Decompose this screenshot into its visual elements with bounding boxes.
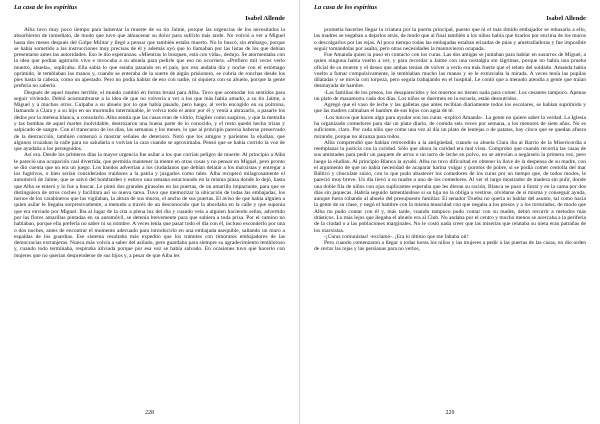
- right-header-author: Isabel Allende: [546, 15, 586, 22]
- left-page-number: 228: [145, 410, 154, 416]
- paragraph: Después de aquel martes terrible, el mundo cambió en forma brutal para Alba. Tuvo que acomodar los sentidos para seguir viviendo. Debió acostumbrarse a la idea de que no volvería a ver a los que más había amado, a su tío Jaime, a Miguel y a muchos otros. Culpaba a su abuelo por lo que había pasado, pero luego, al verlo encogido en su poltrona, llamando a Clara y a su hijo en un murmullo interminable, le volvía todo el amor por él y venía a abrazarlo, a pasarle los dedos por la melena blanca, a consolarlo. Alba sentía que las casas eran de vidrio, frágiles como suspiros, y que la metralla y las bombas de aquel martes inolvidable, destrozaron una buena parte de lo conocido, y el resto quedó hecho trizas y salpicado de sangre. Con el transcurso de los días, las semanas y los meses, lo que al principio parecía haberse preservado de la destrucción, también comenzó a mostrar señales de deterioro. Notó que los amigos y parientes la eludían, que algunos cruzaban la calle para no saludarla o volvían la cara cuando se aproximaba. Pensó que se había corrido la voz de que ayudaba a los perseguidos.: [14, 89, 285, 153]
- right-header-book-title: La casa de los espíritus: [314, 4, 378, 11]
- paragraph: prometía hacerles llegar la criatura por la puerta principal, puesto que ni el más tímido embajador se rehusaría a ello, las madres se negaban a dejarlos atrás, de modo que al final también a los niños había que tirarlos por encima de los muros o descolgarlos por las rejas. Al poco tiempo todas las embajadas estaban erizadas de púas y ametralladoras y fue imposible seguir tomándolas por asalto, pero otras necesidades la mantuvieron ocupada.: [314, 27, 586, 52]
- paragraph: -¡Curas comunistas! -exclamó-. ¡Era lo último que me faltaba oír!: [324, 233, 469, 240]
- paragraph: -Los únicos que hacen algo para ayudar son los curas -explicó Amanda-. La gente no quiere saber la verdad. La Iglesia ha organizado comedores para dar un plato diario, de comida seis veces por semana, a los menores de siete años. No es suficiente, claro. Por cada niño que come una vez al día un plato de lentejas o de patatas, hay cinco que se quedan afuera mirando, porque no alcanza para todos.: [314, 114, 586, 140]
- paragraph: Agregó que el vaso de leche y las galletas que antes recibían diariamente todos los escolares, se habían suprimido y que las madres calmaban el hambre de sus hijos con agua de té.: [314, 102, 586, 115]
- left-header-author: Isabel Allende: [245, 15, 285, 22]
- right-page-number: 229: [445, 410, 455, 416]
- paragraph: Así era. Desde los primeros días la mayor urgencia fue asilar a los que corrían peligro de muerte. Al principio a Alba le pareció una ocupación casi divertida, que permitía mantener la mente en otras cosas y no pensar en Miguel, pero pronto se dio cuenta que no era un juego. Los bandos advertían a los ciudadanos que debían delatar a los marxistas y entregar a los fugitivos, o bien serían considerados traidores a la patria y juzgados como tales. Alba recuperó milagrosamente el automóvil de Jaime, que se salvó del bombardeo y estuvo una semana estacionado en la misma plaza donde lo dejó, hasta que Alba se enteró y lo fue a buscar. Le pintó dos grandes girasoles en las puertas, de un amarillo impactante, para que se distinguiera de otros coches y facilitara así su nueva tarea. Tuvo que memorizar la ubicación de todas las embajadas, los turnos de los carabineros que las vigilaban, la altura de sus muros, el ancho de sus puertas. El aviso de que había alguien a quien asilar le llegaba sorpresivamente, a menudo a través de un desconocido que la abordaba en la calle y que suponía que era enviado por Miguel. Iba al lugar de la cita a plena luz del día y cuando veía a alguien haciendo señas, advertido por las flores amarillas pintadas en su automóvil, se detenía brevemente para que subiera a toda prisa. Por el camino no hablaban, porque ella prefería no saber ni su nombre. A veces tenía que pasar todo el día con él, incluso esconderlo por una o dos noches, antes de encontrar el momento adecuado para introducirlo en una embajada asequible, saltando un muro a espaldas de los guardias. Ese sistema resultaba más expedito que los trámites con timoratos embajadores de las democracias extranjeras. Nunca más volvía a saber del asilado, pero guardaba para siempre su agradecimiento tembloroso y, cuando todo terminaba, respiraba aliviada porque por esa vez se había salvado. En ocasiones tuvo que hacerlo con mujeres que no querían desprenderse de sus hijos y, a pesar de que Alba les: [14, 152, 285, 259]
- paragraph: -Las familias de los presos, los desaparecidos y los muertos no tienen nada para comer. Los cesantes tampoco. Apenas un plato de mazamorra cada dos días. Los niños se duermen en la escuela, están desnutridos.: [314, 89, 586, 102]
- left-header-book-title: La casa de los espíritus: [14, 4, 78, 11]
- right-page-header: [314, 4, 586, 24]
- right-page: [300, 0, 600, 424]
- left-page-body: [14, 27, 285, 398]
- paragraph: Alba tuvo muy poco tiempo para lamentar la muerte de su tío Jaime, porque las urgencias de los necesitados la absorbieron de inmediato, de modo que tuvo que almacenar su dolor para sufrirlo más tarde. No volvió a ver a Miguel hasta dos meses después del Golpe Militar y llegó a pensar que también estaba muerto. No lo buscó, sin embargo, porque se había sometido a las instrucciones muy precisas de él y además oyó que lo llamaban por las listas de los que debían presentarse antes las autoridades. Eso le dio esperanzas. «Mientras lo busquen, está con vida», dedujo. Se atormentaba con la idea que podían agarrarlo vivo e invocaba a su abuela para pedirle que eso no ocurriera. «Prefiero mil veces verlo muerto, abuela», suplicaba. Ella sabía lo que estaba pasando en el país, por eso andaba día y noche con el estómago oprimido, le temblaban las manos y, cuando se enteraba de la suerte de algún prisionero, se cubría de ronchas desde los pies hasta la cabeza, como un apestado. Pero no podía hablar de eso con nadie, ni siquiera con su abuelo, porque la gente prefería no saberlo.: [14, 27, 285, 90]
- paragraph: Alba comprendió que habían retrocedido a la antigüedad, cuando su abuela Clara iba al Barrio de la Misericordia a reemplazar la justicia con la caridad. Sólo que ahora la caridad era mal vista. Comprobó que cuando recorría las casas de sus amistades para pedir un paquete de arroz o un tarro de leche en polvo, no se atrevían a negárselo la primera vez, pero luego la eludían. Al principio Blanca la ayudó. Alba no tuvo dificultad en obtener la llave de la despensa de su madre, con el argumento de que no había necesidad de acaparar harina vulgar y porotos de pobre, si se podía comer centolla del mar Báltico y chocolate suizo, con lo que pudo abastecer los comedores de los curas por un tiempo que, de todos modos, le pareció muy breve. Un día llevó a su madre a uno de los comedores. Al ver el largo mostrador de madera sin pulir, donde una doble fila de niños con ojos suplicantes esperaba que les dieran su ración, Blanca se puso a llorar y en la cama por dos días sin jaquecas. Habría seguido lamentándose si su hija no la obliga a vestirse, olvidarse de sí misma y conseguir ayuda, aunque fuera robando al abuelo del presupuesto familiar. El senador Trueba no quería ni hablar del asunto, tal como hacía la gente de su clase, y negó el hambre con la misma tenacidad con que negaba a los presos y a los torturados, de modo que Alba no pudo contar con él y, más tarde, cuando tampoco pudo contar con su madre, debió recurrir a métodos más drásticos. Lo más lejos que llegaba el abuelo era al Club. No andaba por el centro y mucho menos se acercaba a la periferia de la ciudad o a las poblaciones marginales. No le costó nada creer que las miserias que relataba su nieta eran patrañas de los marxistas.: [314, 139, 586, 234]
- left-page-header: [14, 4, 285, 24]
- paragraph: Pero cuando comenzaron a llegar a todas horas los niños y las mujeres a pedir a las puertas de las casas, no dio orden de cerrar las rejas y las persianas para no verlos,: [314, 240, 586, 253]
- right-page-body: [314, 27, 586, 398]
- paragraph: Fue Amanda quien la puso en contacto con los curas. Las dos amigas se juntaban para hablar en susurros de Miguel, a quien ninguna había vuelto a ver, y para recordar a Jaime con una nostalgia sin lágrimas, porque no había una prueba oficial de su muerte y el deseo que ambas tenían de volver a verlo era más fuerte que el relato del soldado. Amanda había vuelto a fumar compulsivamente, le temblaban mucho las manos y se le extraviaba la mirada. A veces tenía las pupilas dilatadas y se movía con torpeza, pero seguía trabajando en el hospital. Le contó que a menudo atendía a gente que traían desmayada de hambre.: [314, 52, 586, 90]
